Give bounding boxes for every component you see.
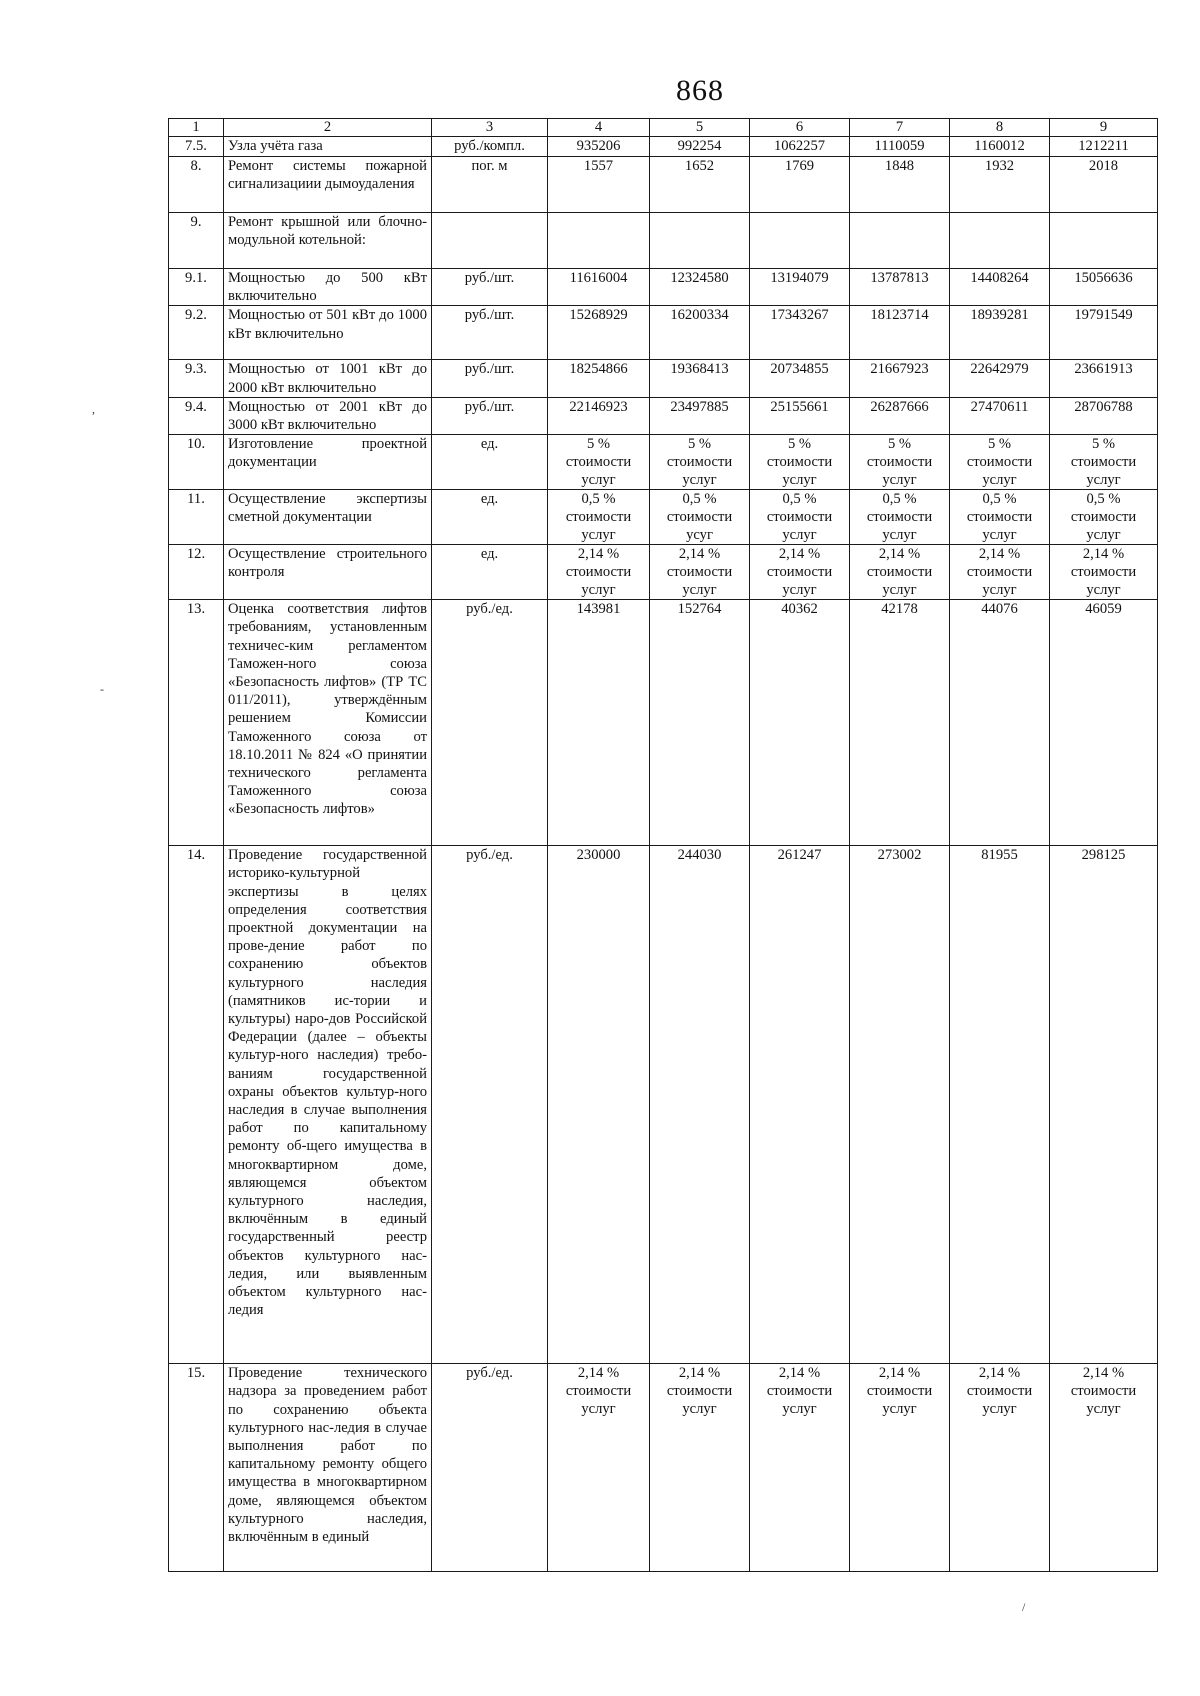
value-cell: 40362 bbox=[750, 600, 850, 846]
table-row bbox=[169, 306, 1158, 360]
scan-speck: , bbox=[92, 402, 95, 416]
row-number: 9.4. bbox=[169, 397, 224, 434]
row-number: 9.1. bbox=[169, 269, 224, 306]
row-name: Мощностью от 501 кВт до 1000 кВт включительно bbox=[224, 306, 432, 360]
value-cell: 0,5 % стоимости усуг bbox=[650, 490, 750, 545]
row-name: Мощностью от 1001 кВт до 2000 кВт включительно bbox=[224, 360, 432, 397]
header-cell: 4 bbox=[548, 119, 650, 137]
table-row bbox=[169, 360, 1158, 397]
value-cell: 230000 bbox=[548, 846, 650, 1364]
value-cell: 152764 bbox=[650, 600, 750, 846]
value-cell: 244030 bbox=[650, 846, 750, 1364]
row-unit: руб./шт. bbox=[432, 269, 548, 306]
value-cell: 2,14 % стоимости услуг bbox=[750, 545, 850, 600]
value-cell: 23661913 bbox=[1050, 360, 1158, 397]
header-cell: 7 bbox=[850, 119, 950, 137]
value-cell: 2,14 % стоимости услуг bbox=[850, 1364, 950, 1572]
value-cell: 12324580 bbox=[650, 269, 750, 306]
value-cell: 2,14 % стоимости услуг bbox=[950, 1364, 1050, 1572]
header-cell: 3 bbox=[432, 119, 548, 137]
value-cell: 1557 bbox=[548, 157, 650, 213]
header-cell: 1 bbox=[169, 119, 224, 137]
row-number: 10. bbox=[169, 435, 224, 490]
row-number: 15. bbox=[169, 1364, 224, 1572]
table-row bbox=[169, 137, 1158, 157]
value-cell: 273002 bbox=[850, 846, 950, 1364]
value-cell: 298125 bbox=[1050, 846, 1158, 1364]
row-number: 13. bbox=[169, 600, 224, 846]
value-cell: 2018 bbox=[1050, 157, 1158, 213]
table-row bbox=[169, 545, 1158, 600]
value-cell: 15056636 bbox=[1050, 269, 1158, 306]
row-unit bbox=[432, 213, 548, 269]
value-cell: 143981 bbox=[548, 600, 650, 846]
row-unit: руб./ед. bbox=[432, 1364, 548, 1572]
value-cell: 5 % стоимости услуг bbox=[750, 435, 850, 490]
row-number: 12. bbox=[169, 545, 224, 600]
header-cell: 9 bbox=[1050, 119, 1158, 137]
value-cell: 13787813 bbox=[850, 269, 950, 306]
value-cell: 5 % стоимости услуг bbox=[650, 435, 750, 490]
value-cell: 2,14 % стоимости услуг bbox=[650, 1364, 750, 1572]
row-name: Осуществление строительного контроля bbox=[224, 545, 432, 600]
value-cell: 1212211 bbox=[1050, 137, 1158, 157]
value-cell: 11616004 bbox=[548, 269, 650, 306]
value-cell: 21667923 bbox=[850, 360, 950, 397]
header-cell: 5 bbox=[650, 119, 750, 137]
value-cell: 2,14 % стоимости услуг bbox=[850, 545, 950, 600]
value-cell: 1062257 bbox=[750, 137, 850, 157]
value-cell: 2,14 % стоимости услуг bbox=[950, 545, 1050, 600]
value-cell: 992254 bbox=[650, 137, 750, 157]
row-number: 8. bbox=[169, 157, 224, 213]
value-cell: 1652 bbox=[650, 157, 750, 213]
value-cell: 0,5 % стоимости услуг bbox=[548, 490, 650, 545]
tariff-table bbox=[168, 118, 1158, 1572]
value-cell: 935206 bbox=[548, 137, 650, 157]
row-number: 7.5. bbox=[169, 137, 224, 157]
row-unit: ед. bbox=[432, 435, 548, 490]
table-row bbox=[169, 490, 1158, 545]
value-cell bbox=[1050, 213, 1158, 269]
value-cell: 1769 bbox=[750, 157, 850, 213]
value-cell: 19368413 bbox=[650, 360, 750, 397]
header-cell: 6 bbox=[750, 119, 850, 137]
value-cell: 28706788 bbox=[1050, 397, 1158, 434]
row-number: 11. bbox=[169, 490, 224, 545]
value-cell: 2,14 % стоимости услуг bbox=[750, 1364, 850, 1572]
table-row bbox=[169, 435, 1158, 490]
row-unit: ед. bbox=[432, 490, 548, 545]
value-cell: 22146923 bbox=[548, 397, 650, 434]
value-cell: 0,5 % стоимости услуг bbox=[950, 490, 1050, 545]
row-unit: руб./шт. bbox=[432, 306, 548, 360]
header-cell: 8 bbox=[950, 119, 1050, 137]
value-cell: 5 % стоимости услуг bbox=[548, 435, 650, 490]
table-row bbox=[169, 213, 1158, 269]
value-cell: 19791549 bbox=[1050, 306, 1158, 360]
row-unit: руб./ед. bbox=[432, 846, 548, 1364]
row-unit: ед. bbox=[432, 545, 548, 600]
value-cell: 5 % стоимости услуг bbox=[850, 435, 950, 490]
value-cell: 81955 bbox=[950, 846, 1050, 1364]
table-row bbox=[169, 846, 1158, 1364]
row-name: Изготовление проектной документации bbox=[224, 435, 432, 490]
row-name: Оценка соответствия лифтов требованиям, установленным техничес-ким регламентом Таможен-ного союза «Безопасность лифтов» (ТР ТС 011/2011), утверждённым решением Комиссии Таможенного союза от 18.10.2011 № 824 «О принятии технического регламента Таможенного союза «Безопасность лифтов» bbox=[224, 600, 432, 846]
value-cell: 18939281 bbox=[950, 306, 1050, 360]
row-name: Проведение государственной историко-культурной экспертизы в целях определения соответствия проектной документации на прове-дение работ по сохранению объектов культурного наследия (памятников ис-тории и культуры) наро-дов Российской Федерации (далее – объекты культур-ного наследия) требо-ваниям государственной охраны объектов культур-ного наследия в случае выполнения работ по капитальному ремонту об-щего имущества в многоквартирном доме, являющемся объектом культурного наследия, включённым в единый государственный реестр объектов культурного нас-ледия, или выявленным объектом культурного нас-ледия bbox=[224, 846, 432, 1364]
value-cell: 22642979 bbox=[950, 360, 1050, 397]
row-name: Ремонт системы пожарной сигнализациии дымоудаления bbox=[224, 157, 432, 213]
table-body bbox=[169, 137, 1158, 1572]
table-row bbox=[169, 157, 1158, 213]
row-name: Узла учёта газа bbox=[224, 137, 432, 157]
value-cell: 2,14 % стоимости услуг bbox=[650, 545, 750, 600]
value-cell: 1932 bbox=[950, 157, 1050, 213]
value-cell: 5 % стоимости услуг bbox=[950, 435, 1050, 490]
value-cell: 42178 bbox=[850, 600, 950, 846]
value-cell: 16200334 bbox=[650, 306, 750, 360]
value-cell: 0,5 % стоимости услуг bbox=[850, 490, 950, 545]
row-name: Ремонт крышной или блочно-модульной котельной: bbox=[224, 213, 432, 269]
row-unit: руб./ед. bbox=[432, 600, 548, 846]
value-cell: 0,5 % стоимости услуг bbox=[750, 490, 850, 545]
value-cell bbox=[850, 213, 950, 269]
value-cell: 23497885 bbox=[650, 397, 750, 434]
row-name: Мощностью от 2001 кВт до 3000 кВт включительно bbox=[224, 397, 432, 434]
value-cell: 1848 bbox=[850, 157, 950, 213]
table-row bbox=[169, 600, 1158, 846]
value-cell: 5 % стоимости услуг bbox=[1050, 435, 1158, 490]
header-row bbox=[169, 119, 1158, 137]
scan-speck: / bbox=[1022, 1600, 1026, 1614]
value-cell: 13194079 bbox=[750, 269, 850, 306]
value-cell: 17343267 bbox=[750, 306, 850, 360]
value-cell: 0,5 % стоимости услуг bbox=[1050, 490, 1158, 545]
table-row bbox=[169, 397, 1158, 434]
value-cell: 27470611 bbox=[950, 397, 1050, 434]
value-cell bbox=[650, 213, 750, 269]
row-name: Мощностью до 500 кВт включительно bbox=[224, 269, 432, 306]
table-row bbox=[169, 269, 1158, 306]
value-cell: 14408264 bbox=[950, 269, 1050, 306]
value-cell bbox=[750, 213, 850, 269]
row-unit: руб./шт. bbox=[432, 360, 548, 397]
value-cell: 46059 bbox=[1050, 600, 1158, 846]
value-cell bbox=[950, 213, 1050, 269]
value-cell: 26287666 bbox=[850, 397, 950, 434]
value-cell: 15268929 bbox=[548, 306, 650, 360]
row-number: 9. bbox=[169, 213, 224, 269]
value-cell: 261247 bbox=[750, 846, 850, 1364]
value-cell: 2,14 % стоимости услуг bbox=[1050, 1364, 1158, 1572]
row-unit: руб./компл. bbox=[432, 137, 548, 157]
value-cell: 1110059 bbox=[850, 137, 950, 157]
row-number: 9.3. bbox=[169, 360, 224, 397]
value-cell: 20734855 bbox=[750, 360, 850, 397]
value-cell: 2,14 % стоимости услуг bbox=[548, 545, 650, 600]
value-cell: 18123714 bbox=[850, 306, 950, 360]
row-number: 9.2. bbox=[169, 306, 224, 360]
value-cell: 1160012 bbox=[950, 137, 1050, 157]
row-name: Осуществление экспертизы сметной документации bbox=[224, 490, 432, 545]
row-name: Проведение технического надзора за проведением работ по сохранению объекта культурного нас-ледия в случае выполнения работ по капитальному ремонту общего имущества в многоквартирном доме, являющемся объектом культурного наследия, включённым в единый bbox=[224, 1364, 432, 1572]
value-cell: 2,14 % стоимости услуг bbox=[548, 1364, 650, 1572]
row-number: 14. bbox=[169, 846, 224, 1364]
value-cell bbox=[548, 213, 650, 269]
value-cell: 2,14 % стоимости услуг bbox=[1050, 545, 1158, 600]
value-cell: 44076 bbox=[950, 600, 1050, 846]
page-number: 868 bbox=[676, 74, 724, 107]
value-cell: 18254866 bbox=[548, 360, 650, 397]
header-cell: 2 bbox=[224, 119, 432, 137]
row-unit: пог. м bbox=[432, 157, 548, 213]
row-unit: руб./шт. bbox=[432, 397, 548, 434]
table-row bbox=[169, 1364, 1158, 1572]
value-cell: 25155661 bbox=[750, 397, 850, 434]
scan-speck: - bbox=[100, 682, 104, 696]
